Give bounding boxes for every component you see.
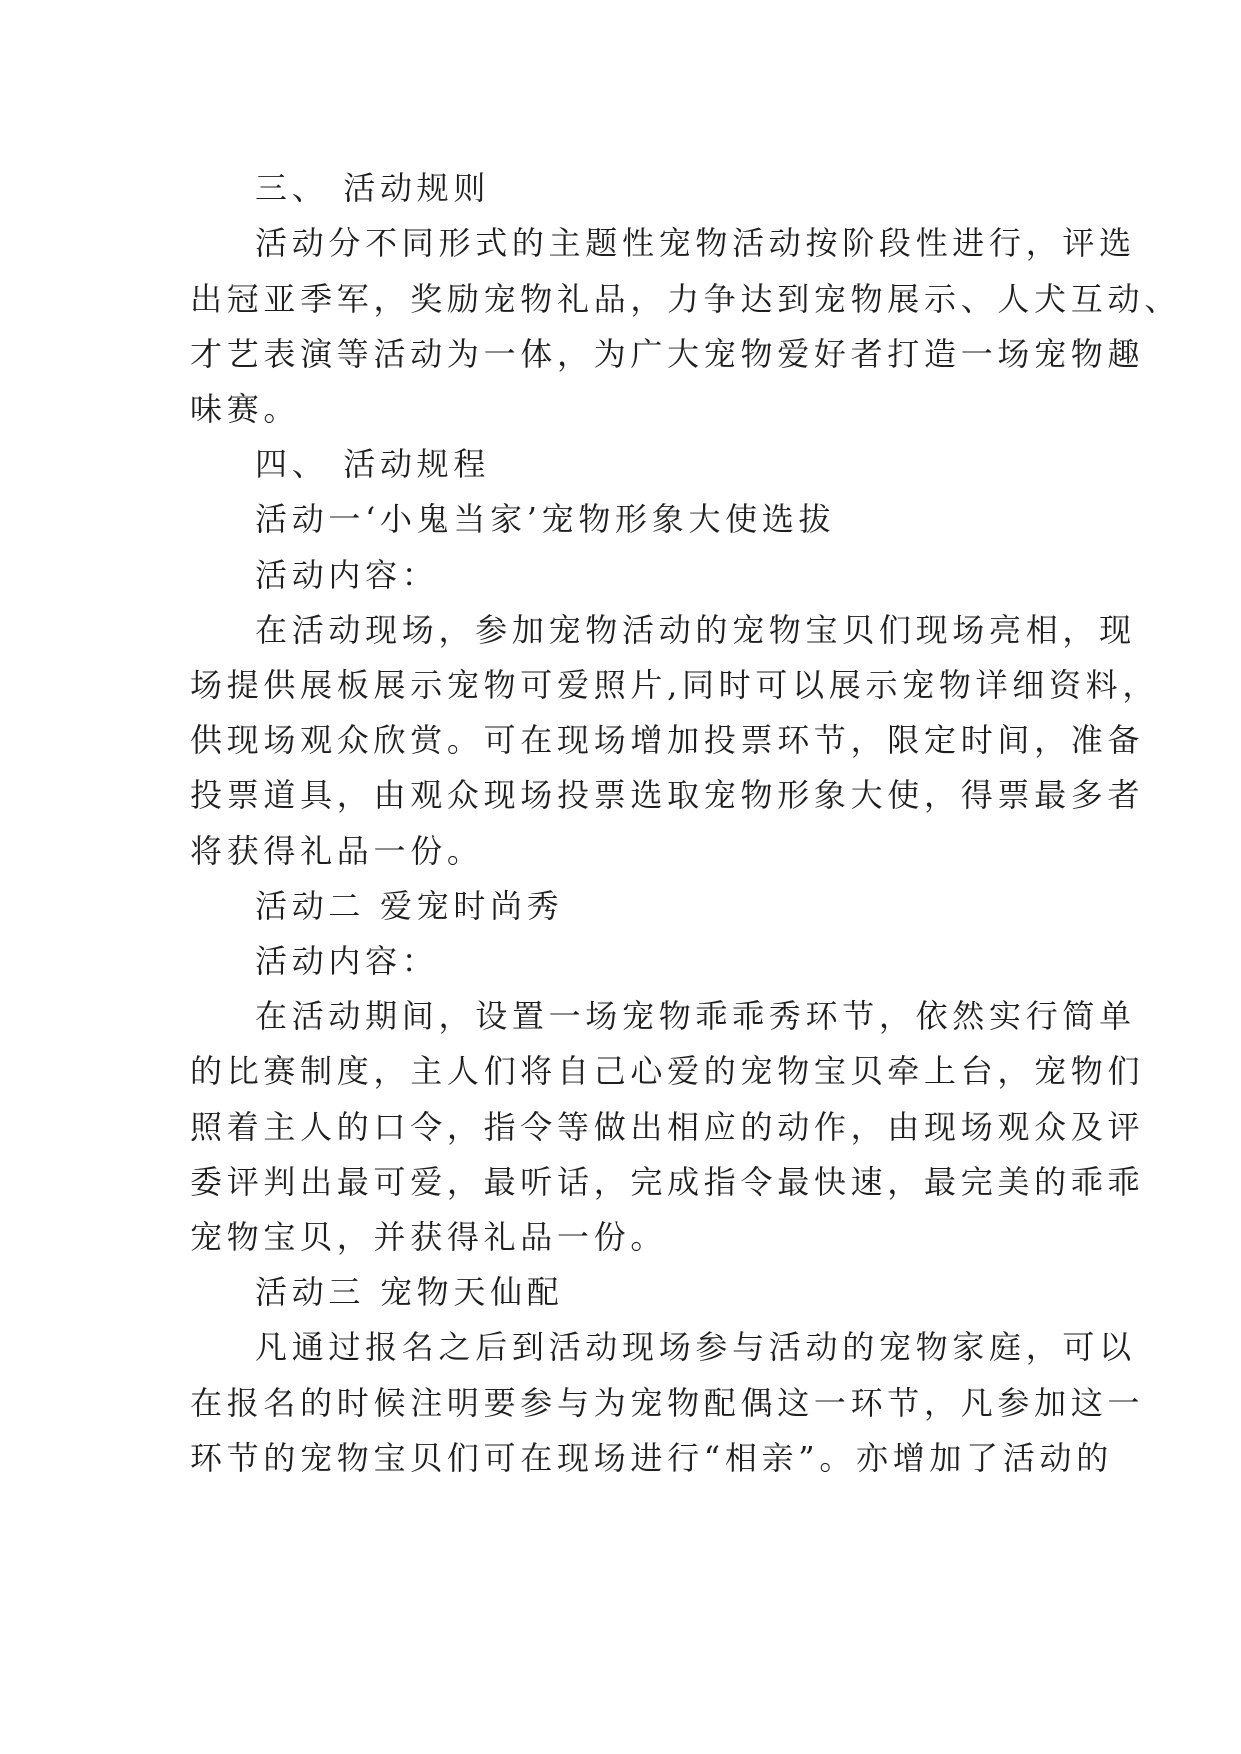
section-heading-rules: 三、 活动规则 xyxy=(255,169,491,207)
paragraph-line: 投票道具，由观众现场投票选取宠物形象大使，得票最多者 xyxy=(190,776,1145,814)
paragraph-line: 在活动期间，设置一场宠物乖乖秀环节，依然实行简单 xyxy=(255,997,1136,1035)
paragraph-line: 供现场观众欣赏。可在现场增加投票环节，限定时间，准备 xyxy=(190,721,1145,759)
activity-content-label: 活动内容： xyxy=(255,942,439,980)
paragraph-line: 出冠亚季军，奖励宠物礼品，力争达到宠物展示、人犬互动、 xyxy=(190,280,1181,318)
paragraph-line: 环节的宠物宝贝们可在现场进行“相亲”。亦增加了活动的 xyxy=(190,1439,1113,1477)
paragraph-line: 场提供展板展示宠物可爱照片,同时可以展示宠物详细资料， xyxy=(190,666,1160,704)
paragraph-line: 味赛。 xyxy=(190,390,301,428)
paragraph-line: 宠物宝贝，并获得礼品一份。 xyxy=(190,1218,668,1256)
activity-title: 活动一‘小鬼当家’宠物形象大使选拔 xyxy=(255,500,836,538)
paragraph-line: 将获得礼品一份。 xyxy=(190,832,484,870)
paragraph-line: 照着主人的口令，指令等做出相应的动作，由现场观众及评 xyxy=(190,1108,1145,1146)
activity-content-label: 活动内容： xyxy=(255,556,439,594)
section-heading-procedures: 四、 活动规程 xyxy=(255,445,491,483)
paragraph-line: 凡通过报名之后到活动现场参与活动的宠物家庭，可以 xyxy=(255,1328,1136,1366)
paragraph-line: 活动分不同形式的主题性宠物活动按阶段性进行，评选 xyxy=(255,224,1136,262)
activity-title: 活动三 宠物天仙配 xyxy=(255,1273,564,1311)
paragraph-line: 的比赛制度，主人们将自己心爱的宠物宝贝牵上台，宠物们 xyxy=(190,1052,1145,1090)
paragraph-line: 委评判出最可爱，最听话，完成指令最快速，最完美的乖乖 xyxy=(190,1163,1145,1201)
paragraph-line: 才艺表演等活动为一体，为广大宠物爱好者打造一场宠物趣 xyxy=(190,335,1145,373)
activity-title: 活动二 爱宠时尚秀 xyxy=(255,887,564,925)
paragraph-line: 在报名的时候注明要参与为宠物配偶这一环节，凡参加这一 xyxy=(190,1384,1145,1422)
paragraph-line: 在活动现场，参加宠物活动的宠物宝贝们现场亮相，现 xyxy=(255,611,1136,649)
